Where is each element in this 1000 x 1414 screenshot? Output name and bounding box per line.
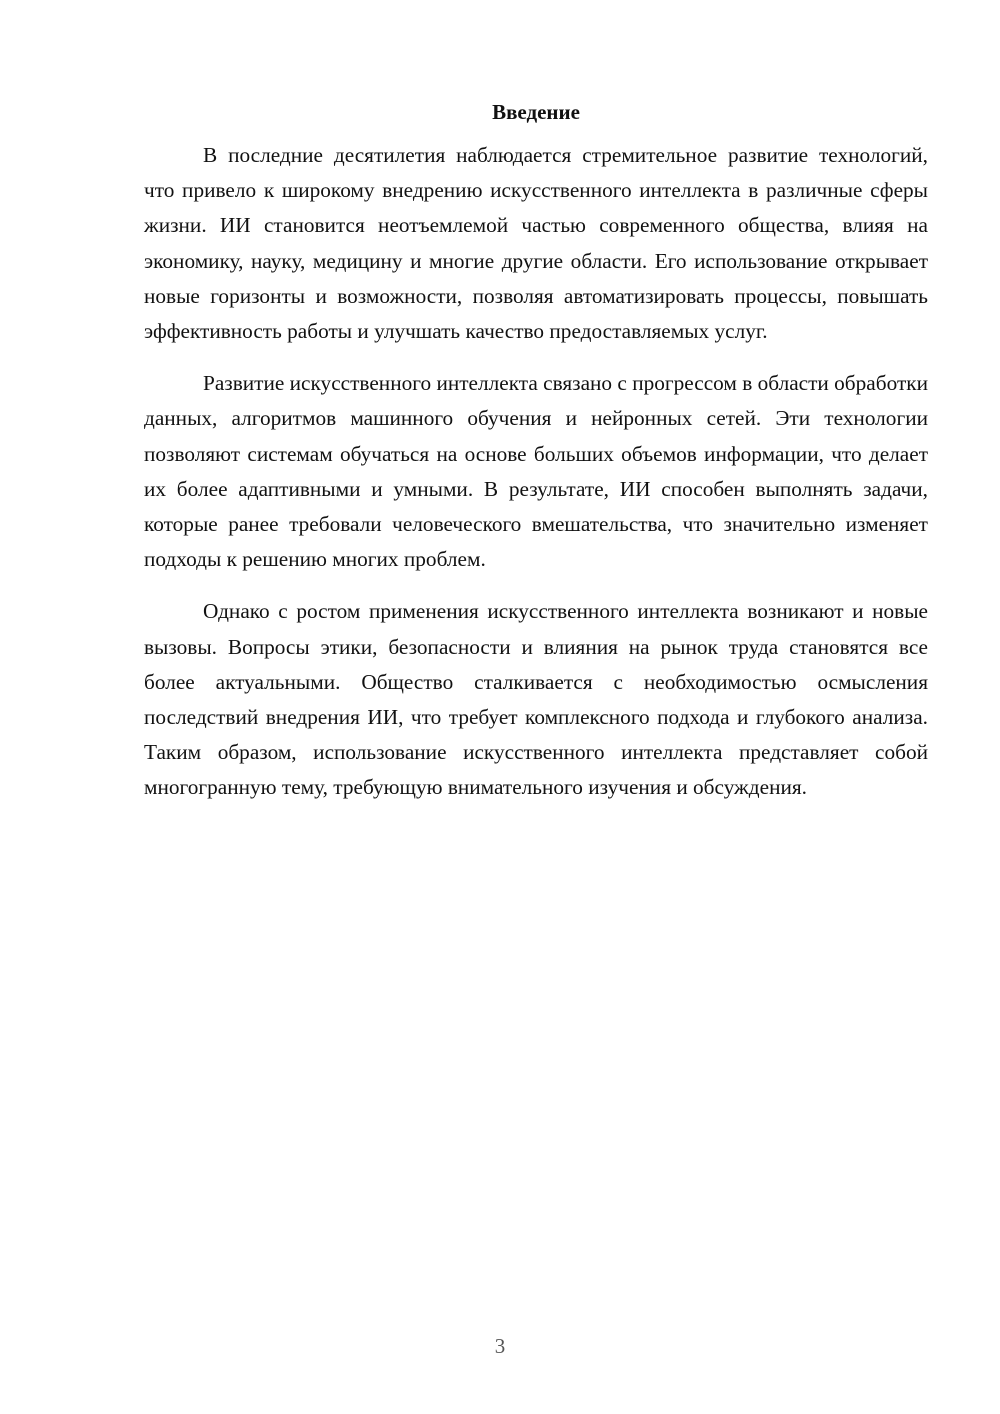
paragraph-1: В последние десятилетия наблюдается стремительное развитие технологий, что привело к широкому внедрению искусственного интеллекта в различные сферы жизни. ИИ становится неотъемлемой частью современного общества, влияя на экономику, науку, медицину и многие другие области. Его использование открывает новые горизонты и возможности, позволяя автоматизировать процессы, повышать эффективность работы и улучшать качество предоставляемых услуг. (144, 143, 928, 344)
paragraph-3: Однако с ростом применения искусственного интеллекта возникают и новые вызовы. Вопросы этики, безопасности и влияния на рынок труда становятся все более актуальными. Общество сталкивается с необходимостью осмысления последствий внедрения ИИ, что требует комплексного подхода и глубокого анализа. Таким образом, использование искусственного интеллекта представляет собой многогранную тему, требующую внимательного изучения и обсуждения. (144, 599, 928, 800)
paragraph-2: Развитие искусственного интеллекта связано с прогрессом в области обработки данных, алгоритмов машинного обучения и нейронных сетей. Эти технологии позволяют системам обучаться на основе больших объемов информации, что делает их более адаптивными и умными. В результате, ИИ способен выполнять задачи, которые ранее требовали человеческого вмешательства, что значительно изменяет подходы к решению многих проблем. (144, 371, 928, 572)
section-heading: Введение (492, 100, 580, 124)
page-number: 3 (494, 1334, 506, 1358)
page-content (144, 96, 928, 823)
